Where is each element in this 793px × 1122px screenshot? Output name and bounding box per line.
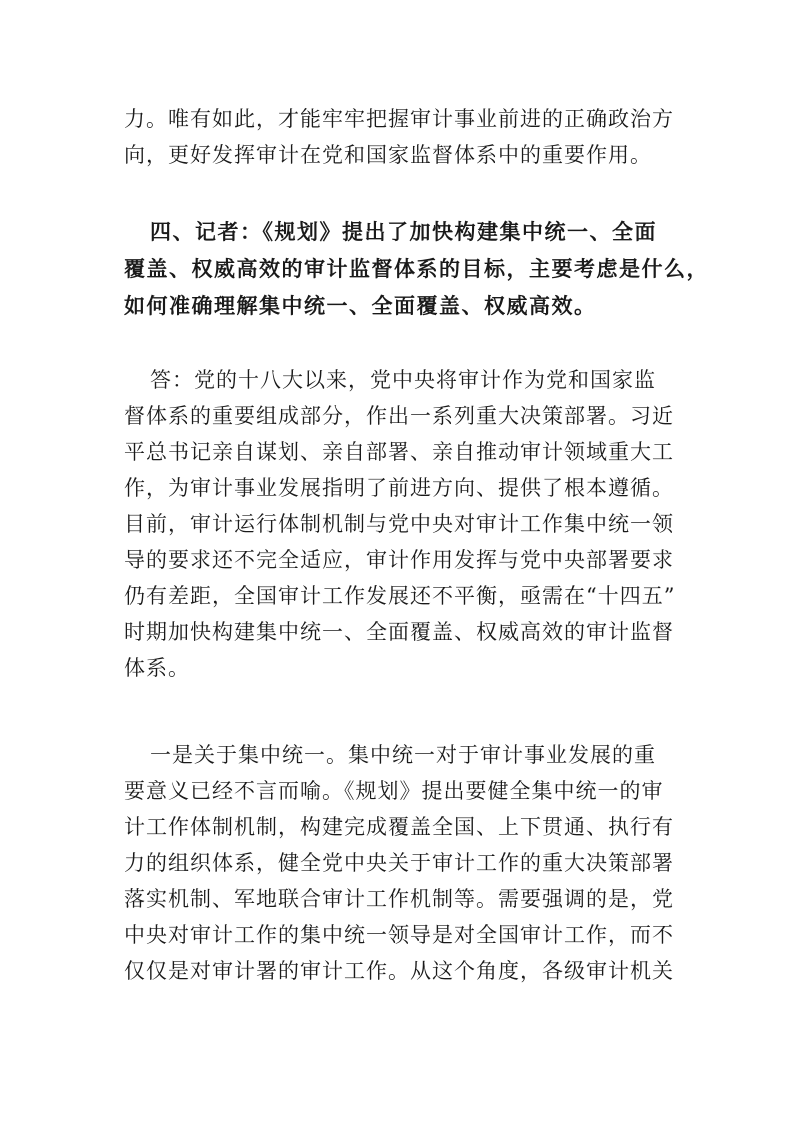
section-heading-4 xyxy=(124,213,709,324)
paragraph-line: 时期加快构建集中统一、全面覆盖、权威高效的审计监督 xyxy=(124,620,674,644)
paragraph-line: 一是关于集中统一。集中统一对于审计事业发展的重 xyxy=(150,743,656,767)
paragraph-answer xyxy=(124,362,676,686)
heading-line: 如何准确理解集中统一、全面覆盖、权威高效。 xyxy=(124,293,597,318)
paragraph-line: 计工作体制机制，构建完成覆盖全国、上下贯通、执行有 xyxy=(124,815,674,839)
paragraph-line: 中央对审计工作的集中统一领导是对全国审计工作，而不 xyxy=(124,923,674,947)
paragraph-line: 力。唯有如此，才能牢牢把握审计事业前进的正确政治方 xyxy=(124,107,674,131)
paragraph-line: 仍有差距，全国审计工作发展还不平衡，亟需在“十四五” xyxy=(124,584,676,608)
paragraph-line: 体系。 xyxy=(124,656,190,680)
paragraph-line: 答：党的十八大以来，党中央将审计作为党和国家监 xyxy=(150,368,656,392)
paragraph-line: 要意义已经不言而喻。《规划》提出要健全集中统一的审 xyxy=(124,779,664,803)
paragraph-line: 仅仅是对审计署的审计工作。从这个角度，各级审计机关 xyxy=(124,959,674,983)
paragraph-line: 导的要求还不完全适应，审计作用发挥与党中央部署要求 xyxy=(124,548,674,572)
paragraph-line: 作，为审计事业发展指明了前进方向、提供了根本遵循。 xyxy=(124,476,674,500)
paragraph-line: 落实机制、军地联合审计工作机制等。需要强调的是，党 xyxy=(124,887,674,911)
heading-line: 四、记者：《规划》提出了加快构建集中统一、全面 xyxy=(150,219,657,244)
paragraph-centralized-unity xyxy=(124,737,676,989)
paragraph-line: 力的组织体系，健全党中央关于审计工作的重大决策部署 xyxy=(124,851,674,875)
paragraph-line: 向，更好发挥审计在党和国家监督体系中的重要作用。 xyxy=(124,143,652,167)
paragraph-1 xyxy=(124,101,676,173)
paragraph-line: 督体系的重要组成部分，作出一系列重大决策部署。习近 xyxy=(124,404,674,428)
paragraph-line: 平总书记亲自谋划、亲自部署、亲自推动审计领域重大工 xyxy=(124,440,674,464)
paragraph-line: 目前，审计运行体制机制与党中央对审计工作集中统一领 xyxy=(124,512,674,536)
heading-line: 覆盖、权威高效的审计监督体系的目标，主要考虑是什么， xyxy=(124,256,709,281)
